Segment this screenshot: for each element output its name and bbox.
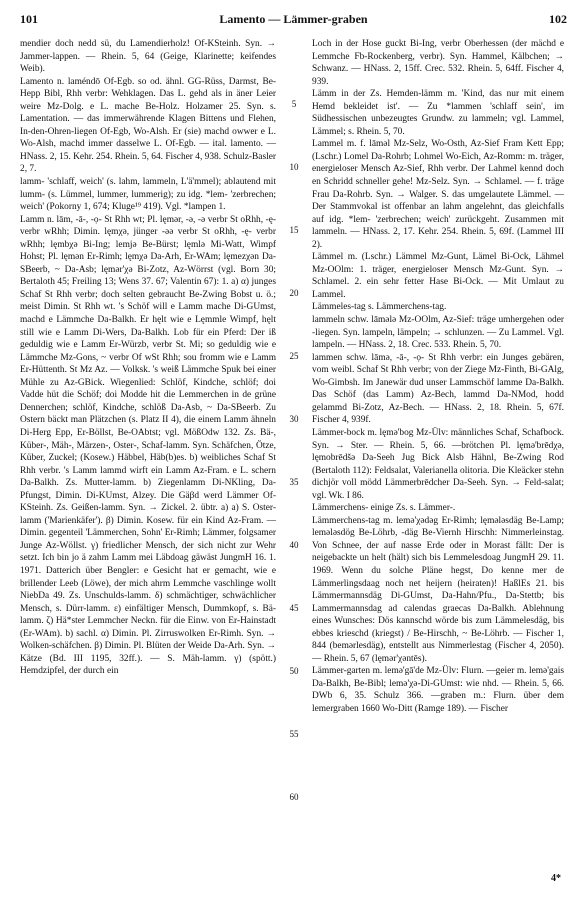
entry-text: lammen schw. lāmə, -ā-, -ọ- St Rhh verbr: ein Junges gebären, vom weibl. Schaf St Rhh verbr; von der Ziege Mz-Finth, Bi-GAlg, Wo-Gimbsh. Im Janewär dud unser Lammschöf lamme Da-Balkh. Das Schöf (das Lamm) Az-Bech, lammd Da-NMod, hodd gelammd Bi-Zotz, Az-Bech. — HNass. 2, 18. Rhein. 5, 67f. Fischer 4, 939f. — [312, 352, 564, 426]
entry-text: Lämmeles-tag s. Lämmerchens-tag. — [312, 302, 447, 313]
entry-text: Lämmer-garten m. lemə'gā'de Mz-Ülv: Flurn. —geier m. lemə'gais Da-Balkh, Be-Bibl; lemə'χə-Di-GUmst: wie nhd. — Rhein. 5, 66. DWb 6, 35. Schulz 366. —graben m.: Flurn. über dem lemergraben 1660 Wo-Ditt (Ramge 189). — Fischer — [312, 666, 564, 714]
entry-text: Lämmerchens- einige Zs. s. Lämmer-. — [312, 503, 456, 514]
line-number: 20 — [289, 288, 299, 298]
entry-text: Lämmel m. (Lschr.) Lämmel Mz-Gunt, Lämel Bi-Ock, Lähmel Mz-OOlm: 1. träger, energieloser Mensch Mz-Gunt. Syn. → Schlamel. 2. ein sehr fetter Hase Bi-Ock. — Mit Umlaut zu Lammel. — [312, 252, 564, 300]
line-number: 45 — [289, 603, 299, 613]
entry-text: Lammel m. f. lāməl Mz-Selz, Wo-Osth, Az-Sief Fram Kett Epp; (Lschr.) Lomel Da-Rohrb; Lohmel Wo-Eich, Az-Romm: m. träger, energieloser Mensch Az-Sief, Rhh verbr. Der Lahmel kennd doch en Schridd schneller gehe! Mz-Selz. Syn. → Schlamel. — f. träge Frau Da-Rohrb. Syn. → Walger. S. das umgelautete Lämmel. — Der Stammvokal ist offenbar an lahm angelehnt, das gleichfalls auf idg. *lem- 'zerbrechen; weich' zurückgeht. Zusammen mit lammeln. — HNass. 2, 17. Kehr. 254. Rhein. 5, 69f. (Lammel III 2). — [312, 139, 564, 250]
signature-mark: 4* — [551, 873, 561, 884]
entry-text: lammeln schw. lāmələ Mz-OOlm, Az-Sief: träge umhergehen oder -liegen. Syn. lampeln, lämpeln; → schlunzen. — Zu Lammel. Vgl. lampeln. — HNass. 2, 18. Crec. 533. Rhein. 5, 70. — [312, 315, 564, 351]
entry-text: Lamento n. laméndō Of-Egb. so od. ähnl. GG-Rüss, Darmst, Be-Hepp Bibl, Rhh verbr: Wehklagen. Das L. gehd als in äner Leier weire Mz-Dolg. e L. mache Be-Holz. Holzamer 25. Syn. s. Lamentation. — das immerwährende Klagen Bittens und Flehen, In-den-Ohren-liegen Of-Egb, Wo-Alsh. Er (sie) machd owwer e L. Wo-Alsh, machd immer dasselwe L. Of-Egb. — ital. lamento. — HNass. 2, 15. Kehr. 254. Rhein. 5, 64. Fischer 4, 938. Schulz-Basler 2, 7. — [20, 76, 276, 175]
line-number: 60 — [289, 792, 299, 802]
running-title: Lamento — Lämmer-graben — [219, 12, 368, 26]
right-column — [312, 38, 564, 716]
line-number: 15 — [289, 225, 299, 235]
entry-text: Lämmerchens-tag m. lemə'χədəg Er-Rimh; lęmələsdäg Be-Lamp; lemələsdög Be-Löhrb, -däg Be-Viernh Hirschh: Nimmerleinstag. Von Schnee, der auf nasse Erde oder in Morast fällt: Der is neigebackte un helt (hält) sich bis Lemmelesdoag JungmH 29. 11. 1969. Wenn du solche Pläne hegst, Do kenne mer de Lämmerlingsdaag noch net heijern (heiraten)! HaßlEs 21. bis Lämmermannsdäg Di-GUmst, Da-Hahn/Pfu., Da-Stettb; bis Lammermannsdag ad calendas graecas Da-Balkh. Ablehnung eines Wunsches: Dös kannschd wörde bis zum Lämmelesdäg, bis ebbes krieschd (kriegst) / Be-Hirschh, ~ Be-Löhrb. — Fischer 1, 844 (bemərlesdäg), entstellt aus Nimmerlestag (Fischer 4, 2050). — Rhein. 5, 67 (lęmər'χəntēs). — [312, 515, 564, 664]
entry-text: Loch in der Hose guckt Bi-Ing, verbr Oberhessen (der mächd e Lemmche Fb-Rockenberg, verbr). Syn. Hammel, Kälbchen; → Schwanz. — HNass. 2, 15ff. Crec. 532. Rhein. 5, 64ff. Fischer 4, 939. — [312, 39, 564, 87]
line-number: 25 — [289, 351, 299, 361]
entry-text: lamm- 'schlaff, weich' (s. lahm, lammeln, L'ä'mmel); ablautend mit lumm- (s. Lümmel, lummer, lummerig); zu idg. *lem- 'zerbrechen; weich' (Pokorny 1, 674; Kluge¹⁹ 419). Vgl. *lampen 1. — [20, 177, 276, 213]
left-column — [20, 38, 276, 678]
line-number: 50 — [289, 666, 299, 676]
page-header — [20, 12, 567, 27]
entry-text: mendier doch nedd sü, du Lamendierholz! Of-KSteinh. Syn. → Jammer-lappen. — Rhein. 5, 64 (Geige, Klarinette; keifendes Weib). — [20, 39, 276, 75]
left-page-number: 101 — [20, 12, 38, 26]
line-number: 5 — [291, 99, 297, 109]
entry-text: Lämm in der Zs. Hemden-lämm m. 'Kind, das nur mit einem Hemd bekleidet ist'. — Zu *lammen 'schlaff sein', im Südhessischen unbezeugtes Grundw. zu lammeln; vgl. Lammel, Lämmel; s. Rhein. 5, 70. — [312, 89, 564, 137]
line-number: 10 — [289, 162, 299, 172]
entry-text: Lamm n. lām, -ā-, -ọ- St Rhh wt; Pl. lęmər, -ə, -ə verbr St oRhh, -ę- verbr wRhh; Dimin. lęmχə, jünger -ǝə verbr St oRhh, -ę- verbr wRhh; lęmbχə Bi-Ing; lemjə Be-Bürst; lęmlə Mi-Watt, Wimpf Hohst; Pl. lęmən Er-Rimh; lęmχə Da-Arh, Er-WAm; lęmezχən Da-SBeerb, ~ Da-Asb; lęmər'χə Bi-Zotz, Az-Wörrst (vgl. Born 30; Bertaloth 45; Freiling 13; Wens 37. 67; Valentin 67): 1. a) α) junges Schaf St Rhh verbr; doch selten gebraucht Be-Zwing Bobst u. ö.; meist Dimin. St Rhh wt. 's Schöf will e Lamm mache Di-GUmst, machd e Lämmche Da-Balkh. Er hęlt wie e Lęmmle Wimpf, hęlt still wie e Lamm Di-Wers, Da-Balkh. Lob für ein Pferd: Der iß geduldig wie e Lamm Er-Würzb, verbr St. Mi; so geduldig wie e Lämmche Mz-Gons, ~ verbr Of wSt Rhh; sou fromm wie e Lamm Er-Hüttenth. St Mz Az. — Volksk. 's weiß Lämmche Spuk bei einer Mühle zu Az-GBick. Wiegenlied: Schlöf, Kindche, schlöf; doi Vadde hüt die Schöf; doi Modde hit die Lemmerchen in de grüne Dennerchen; schlöf, Kindche, schlöß Da-Asb, ~ Da-SBeerb. Zu Ostern bäckt man Plätzchen (s. Platz II 4), die einem Lamm ähneln Di-Herg Epp, Er-Böllst, Be-OAbtst; vgl. MößOdw 132. Zs. Bä-, Küber-, Mäh-, Märzen-, Oster-, Schaf-lamm. Syn. Schäfchen, Ötze, Küber, Zuckel; (Kosew.) Häbbel, Häb(b)es. b) weibliches Schaf St Rhh verbr. 's Lamm lammd wirft ein Lamm Az-Fram. e L. schern Da-Balkh. Zs. Mutter-lamm. b) Ziegenlamm Di-NKling, Da-Pfungst, Dimin. Di-KUmst, Alzey. Die Gäβd werd Lämmer Of-KSteinh. Zs. Geißen-lamm. Syn. → Zickel. 2. übtr. a) a) S. Oster-lamm ('Marienkäfer'). β) Dimin. Kosew. für ein Kind Az-Fram. — Dimin. gegenteil 'Lämmerchen, Sohn' Er-Rimh; Lämmer, folgsamer Junge Az-Wöllst. γ) friedlicher Mensch, der sich nicht zur Wehr setzt. Ich bin jo ä zahm Lamm mei Läbdoag gäwäst JungmH 16. 1. 1971. Datterich über Bengler: e Gesicht hat er gemacht, wie e brillender Leeb (Löwe), der mich ahrm Lemmche vaschlinge wollt NiebDa 49. Zs. Unschulds-lamm. δ) schmächtiger, schwächlicher Mensch, s. Dürr-lamm. ε) einfältiger Mensch, Dummkopf, s. Bä-lamm. ζ) Hä*ster Lemmcher Neckn. für die Einw. von Er-Hainstadt (Er-WAm). b) sachl. α) Dimin. Pl. Zirruswolken Er-Rimh. Syn. → Wolken-schäfchen. β) Dimin. Pl. Blüten der Weide Da-Arh. Syn. → Kätze (Bd. III 1195, 32ff.). — S. Mäh-lamm. γ) (spött.) Hemdzipfel, der durch ein — [20, 214, 276, 677]
line-number: 35 — [289, 477, 299, 487]
entry-text: Lämmer-bock m. lęmə'bog Mz-Ülv: männliches Schaf, Schafbock. Syn. → Ster. — Rhein. 5, 66. —brötchen Pl. lęmə'brēdχə, lęmobrēdšə Da-Seeh Jug Bick Alsb Hähnl, Be-Zwing Rod (Bertaloth 112): Feldsalat, Valerianella olitoria. Die Kleäcker stehn dichjör voll mödd Lämmerbrēdcher Da-Seeh. Syn. → Feld-salat; vgl. Wk. I 86. — [312, 427, 564, 501]
line-number: 55 — [289, 729, 299, 739]
line-number: 40 — [289, 540, 299, 550]
line-number: 30 — [289, 414, 299, 424]
right-page-number: 102 — [548, 12, 567, 26]
